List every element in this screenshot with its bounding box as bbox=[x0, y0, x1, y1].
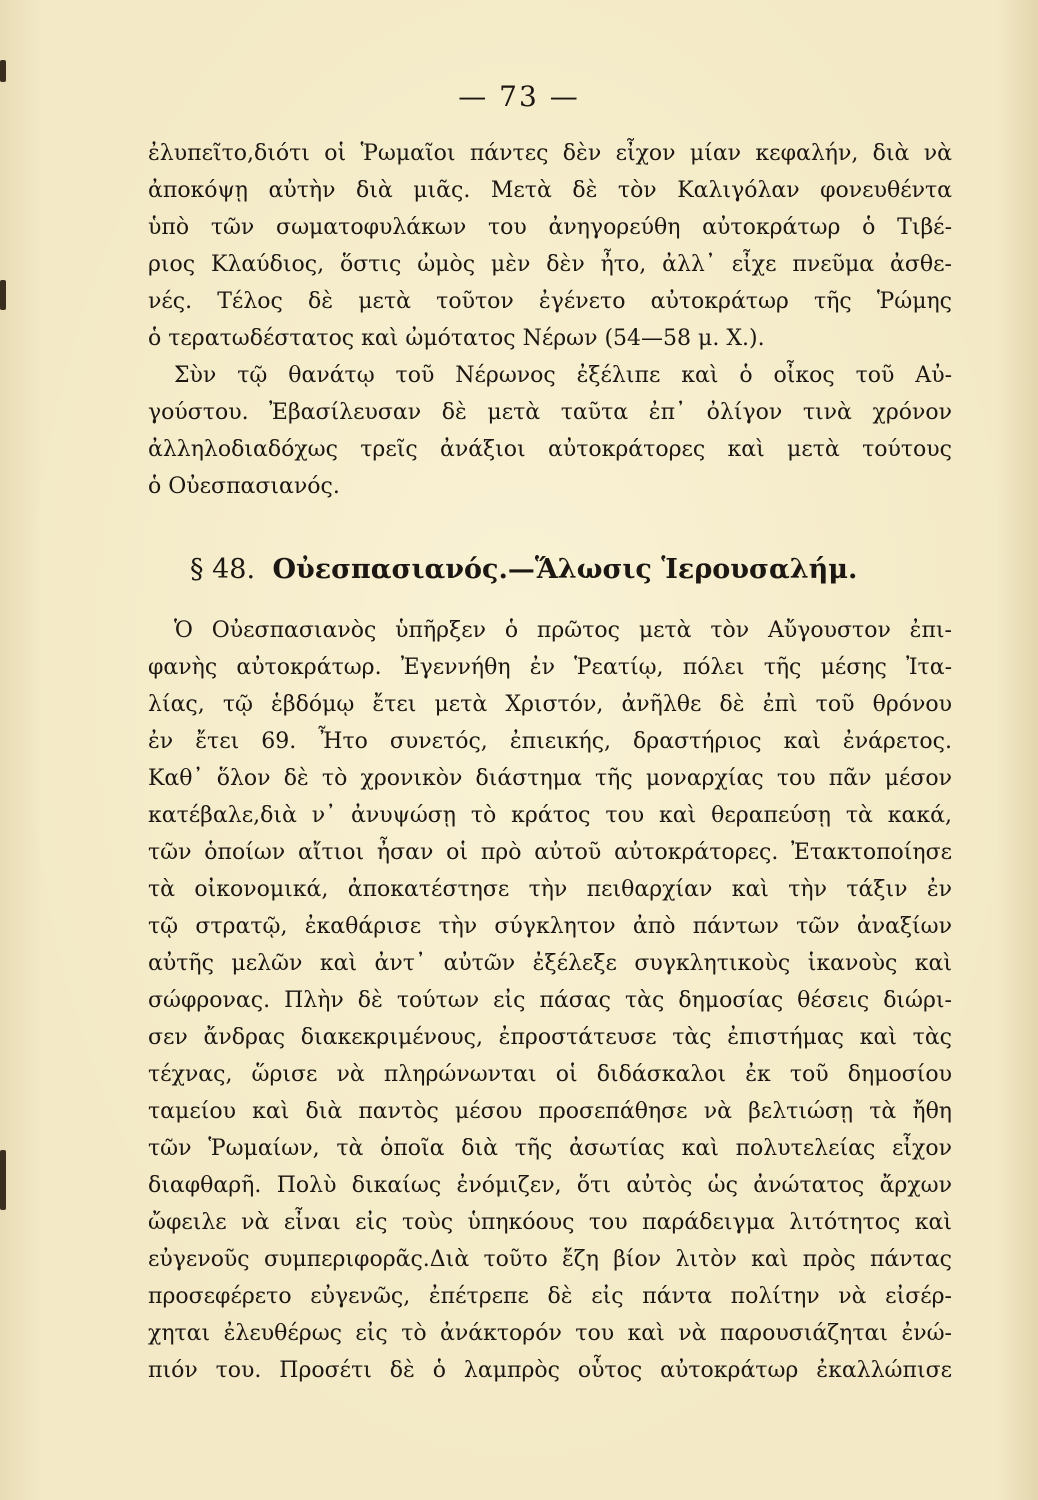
text-line: νές. Τέλος δὲ μετὰ τοῦτον ἐγένετο αὐτοκράτωρ τῆς Ῥώμης bbox=[148, 289, 952, 314]
text-line: ἐλυπεῖτο,διότι οἱ Ῥωμαῖοι πάντες δὲν εἶχον μίαν κεφαλήν, διὰ νὰ bbox=[148, 141, 952, 166]
section-title: Οὐεσπασιανός.—Ἅλωσις Ἱερουσαλήμ. bbox=[272, 554, 858, 585]
text-line: ἀλληλοδιαδόχως τρεῖς ἀνάξιοι αὐτοκράτορες καὶ μετὰ τούτους bbox=[148, 437, 952, 462]
text-line: χηται ἐλευθέρως εἰς τὸ ἀνάκτορόν του καὶ νὰ παρουσιάζηται ἐνώ- bbox=[148, 1321, 952, 1346]
text-line: ἀποκόψῃ αὐτὴν διὰ μιᾶς. Μετὰ δὲ τὸν Καλιγόλαν φονευθέντα bbox=[148, 178, 952, 203]
paragraph-3 bbox=[148, 612, 952, 1389]
text-line: διαφθαρῆ. Πολὺ δικαίως ἐνόμιζεν, ὅτι αὐτὸς ὡς ἀνώτατος ἄρχων bbox=[148, 1173, 952, 1198]
text-line: τῷ στρατῷ, ἐκαθάρισε τὴν σύγκλητον ἀπὸ πάντων τῶν ἀναξίων bbox=[148, 914, 952, 939]
text-line: ἐν ἔτει 69. Ἦτο συνετός, ἐπιεικής, δραστήριος καὶ ἐνάρετος. bbox=[148, 729, 952, 754]
page-edge-mark bbox=[0, 1150, 6, 1210]
text-line: Ὁ Οὐεσπασιανὸς ὑπῆρξεν ὁ πρῶτος μετὰ τὸν Αὔγουστον ἐπι- bbox=[174, 618, 952, 643]
text-line: ριος Κλαύδιος, ὅστις ὠμὸς μὲν δὲν ἦτο, ἀλλ᾿ εἶχε πνεῦμα ἀσθε- bbox=[148, 252, 952, 277]
text-line: σεν ἄνδρας διακεκριμένους, ἐπροστάτευσε τὰς ἐπιστήμας καὶ τὰς bbox=[148, 1025, 952, 1050]
text-line: Σὺν τῷ θανάτῳ τοῦ Νέρωνος ἐξέλιπε καὶ ὁ οἶκος τοῦ Αὐ- bbox=[174, 363, 952, 388]
text-line: σώφρονας. Πλὴν δὲ τούτων εἰς πάσας τὰς δημοσίας θέσεις διώρι- bbox=[148, 988, 952, 1013]
text-line: τῶν ὁποίων αἴτιοι ἦσαν οἱ πρὸ αὐτοῦ αὐτοκράτορες. Ἐτακτοποίησε bbox=[148, 840, 952, 865]
text-line: τῶν Ῥωμαίων, τὰ ὁποῖα διὰ τῆς ἀσωτίας καὶ πολυτελείας εἶχον bbox=[148, 1136, 952, 1161]
text-line: φανὴς αὐτοκράτωρ. Ἐγεννήθη ἐν Ῥεατίῳ, πόλει τῆς μέσης Ἰτα- bbox=[148, 655, 952, 680]
text-line: εὐγενοῦς συμπεριφορᾶς.Διὰ τοῦτο ἔζη βίον λιτὸν καὶ πρὸς πάντας bbox=[148, 1247, 952, 1272]
text-line: τὰ οἰκονομικά, ἀποκατέστησε τὴν πειθαρχίαν καὶ τὴν τάξιν ἐν bbox=[148, 877, 952, 902]
text-line: αὐτῆς μελῶν καὶ ἀντ᾿ αὐτῶν ἐξέλεξε συγκλητικοὺς ἱκανοὺς καὶ bbox=[148, 951, 952, 976]
text-line: τέχνας, ὥρισε νὰ πληρώνωνται οἱ διδάσκαλοι ἐκ τοῦ δημοσίου bbox=[148, 1062, 952, 1087]
text-line: ὤφειλε νὰ εἶναι εἰς τοὺς ὑπηκόους του παράδειγμα λιτότητος καὶ bbox=[148, 1210, 952, 1235]
page-edge-mark bbox=[0, 60, 6, 82]
text-line: γούστου. Ἐβασίλευσαν δὲ μετὰ ταῦτα ἐπ᾿ ὀλίγον τινὰ χρόνον bbox=[148, 400, 952, 425]
paragraph-2 bbox=[148, 357, 952, 505]
text-line: ὑπὸ τῶν σωματοφυλάκων του ἀνηγορεύθη αὐτοκράτωρ ὁ Τιβέ- bbox=[148, 215, 952, 240]
paragraph-1 bbox=[148, 135, 952, 357]
text-line: κατέβαλε,διὰ ν᾿ ἀνυψώσῃ τὸ κράτος του καὶ θεραπεύσῃ τὰ κακά, bbox=[148, 803, 952, 828]
text-line: πιόν του. Προσέτι δὲ ὁ λαμπρὸς οὗτος αὐτοκράτωρ ἐκαλλώπισε bbox=[148, 1358, 952, 1383]
text-line: ὁ τερατωδέστατος καὶ ὠμότατος Νέρων (54—58 μ. Χ.). bbox=[148, 326, 765, 351]
text-line: προσεφέρετο εὐγενῶς, ἐπέτρεπε δὲ εἰς πάντα πολίτην νὰ εἰσέρ- bbox=[148, 1284, 952, 1309]
page-number: — 73 — bbox=[458, 80, 580, 113]
page-edge-mark bbox=[0, 280, 6, 310]
text-line: ταμείου καὶ διὰ παντὸς μέσου προσεπάθησε νὰ βελτιώσῃ τὰ ἤθη bbox=[148, 1099, 952, 1124]
text-line: λίας, τῷ ἑβδόμῳ ἔτει μετὰ Χριστόν, ἀνῆλθε δὲ ἐπὶ τοῦ θρόνου bbox=[148, 692, 952, 717]
text-line: ὁ Οὐεσπασιανός. bbox=[148, 474, 340, 499]
text-line: Καθ᾿ ὅλον δὲ τὸ χρονικὸν διάστημα τῆς μοναρχίας του πᾶν μέσον bbox=[148, 766, 952, 791]
section-heading bbox=[190, 548, 910, 592]
section-number: § 48. bbox=[190, 554, 256, 585]
